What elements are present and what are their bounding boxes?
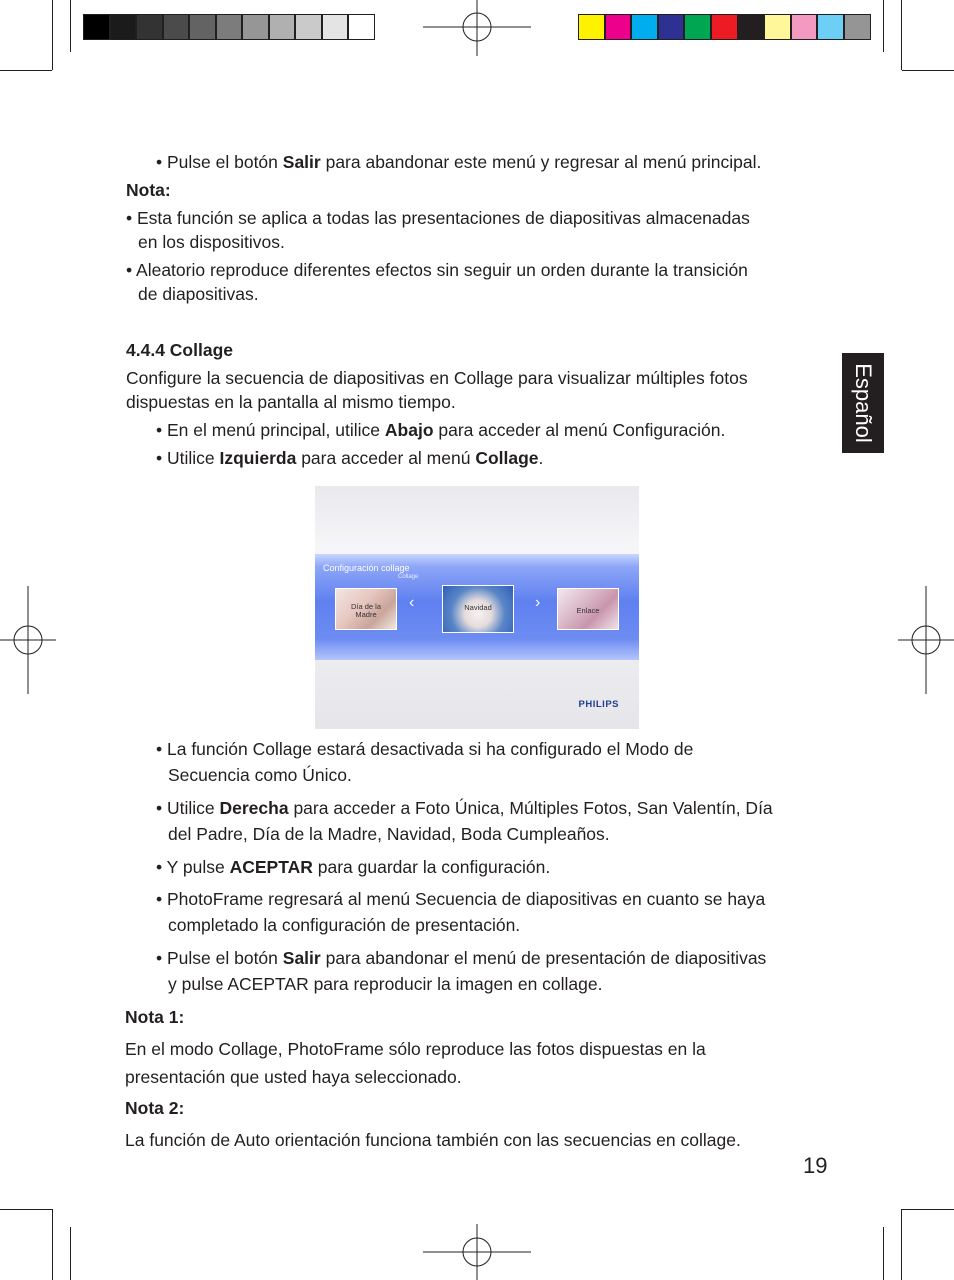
nota-1-line-2: presentación que usted haya seleccionado.	[125, 1067, 462, 1087]
exit-bullet: • Pulse el botón Salir para abandonar este menú y regresar al menú principal.	[156, 152, 762, 172]
calibration-swatch	[631, 14, 658, 40]
collage-menu-title: Configuración collage	[323, 563, 410, 573]
section-intro-line-2: dispuestas en la pantalla al mismo tiempo.	[126, 392, 456, 412]
step-izquierda: • Utilice Izquierda para acceder al menú Collage.	[156, 448, 544, 468]
language-tab-label: Español	[851, 363, 876, 443]
thumb-dia-de-la-madre: Día de la Madre	[335, 588, 397, 630]
nota-label: Nota:	[126, 180, 171, 200]
step-photoframe-line-1: • PhotoFrame regresará al menú Secuencia de diapositivas en cuanto se haya	[156, 889, 766, 909]
calibration-swatch	[348, 14, 375, 40]
step-derecha-line-1: • Utilice Derecha para acceder a Foto Única, Múltiples Fotos, San Valentín, Día	[156, 798, 773, 818]
thumb-navidad: Navidad	[442, 585, 514, 633]
nota-1-label: Nota 1:	[125, 1007, 185, 1027]
calibration-swatch	[216, 14, 243, 40]
left-arrow-icon: ‹	[409, 594, 415, 611]
calibration-swatch	[578, 14, 605, 40]
step-aceptar: • Y pulse ACEPTAR para guardar la configuración.	[156, 857, 551, 877]
nota-item-1-line-2: en los dispositivos.	[138, 232, 285, 252]
calibration-swatch	[844, 14, 871, 40]
calibration-swatch	[322, 14, 349, 40]
registration-mark-right	[898, 586, 954, 694]
page-number: 19	[803, 1153, 828, 1178]
philips-logo: PHILIPS	[578, 699, 619, 710]
calibration-swatch	[110, 14, 137, 40]
collage-menu-screenshot	[315, 486, 639, 729]
calibration-swatch	[764, 14, 791, 40]
nota-1-line-1: En el modo Collage, PhotoFrame sólo reproduce las fotos dispuestas en la	[125, 1039, 706, 1059]
calibration-swatch	[684, 14, 711, 40]
step-salir-line-2: y pulse ACEPTAR para reproducir la imagen en collage.	[168, 974, 603, 994]
calibration-swatch	[817, 14, 844, 40]
calibration-swatch	[83, 14, 110, 40]
step-salir-line-1: • Pulse el botón Salir para abandonar el menú de presentación de diapositivas	[156, 948, 767, 968]
step-photoframe-line-2: completado la configuración de presentación.	[168, 915, 521, 935]
nota-item-1-line-1: • Esta función se aplica a todas las presentaciones de diapositivas almacenadas	[126, 208, 750, 228]
nota-2-text: La función de Auto orientación funciona también con las secuencias en collage.	[125, 1130, 741, 1150]
step-collage-disabled-line-2: Secuencia como Único.	[168, 765, 352, 785]
section-intro-line-1: Configure la secuencia de diapositivas en Collage para visualizar múltiples fotos	[126, 368, 748, 388]
calibration-swatch	[738, 14, 765, 40]
step-derecha-line-2: del Padre, Día de la Madre, Navidad, Boda Cumpleaños.	[168, 824, 610, 844]
calibration-swatch	[605, 14, 632, 40]
registration-mark-left	[0, 586, 56, 694]
calibration-swatch	[189, 14, 216, 40]
registration-mark-top	[423, 0, 531, 56]
thumb-enlace: Enlace	[557, 588, 619, 630]
step-abajo: • En el menú principal, utilice Abajo para acceder al menú Configuración.	[156, 420, 726, 440]
nota-2-label: Nota 2:	[125, 1098, 185, 1118]
collage-menu-subtitle: Collage	[398, 574, 419, 580]
calibration-swatch	[136, 14, 163, 40]
nota-item-2-line-2: de diapositivas.	[138, 284, 259, 304]
calibration-swatch	[711, 14, 738, 40]
calibration-swatch	[295, 14, 322, 40]
step-collage-disabled-line-1: • La función Collage estará desactivada si ha configurado el Modo de	[156, 739, 694, 759]
calibration-swatch	[242, 14, 269, 40]
collage-menu-band	[315, 554, 639, 660]
nota-item-2-line-1: • Aleatorio reproduce diferentes efectos sin seguir un orden durante la transición	[126, 260, 748, 280]
registration-mark-bottom	[423, 1224, 531, 1280]
language-tab	[842, 353, 884, 453]
section-heading: 4.4.4 Collage	[126, 340, 233, 360]
calibration-swatch	[163, 14, 190, 40]
calibration-swatch	[658, 14, 685, 40]
calibration-swatch	[269, 14, 296, 40]
calibration-swatch	[791, 14, 818, 40]
right-arrow-icon: ›	[535, 594, 541, 611]
